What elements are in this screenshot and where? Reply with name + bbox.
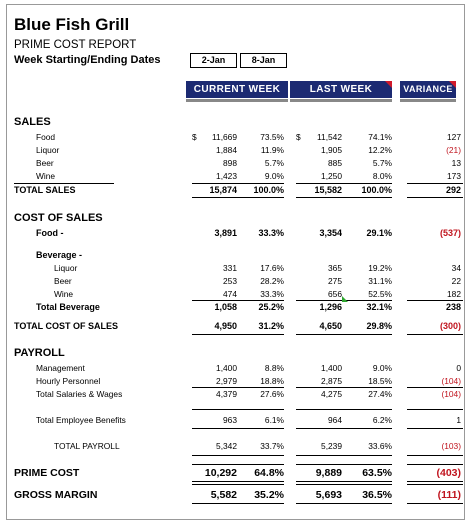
current-week-percent-cell[interactable]: 5.7% xyxy=(264,158,284,168)
variance-cell[interactable]: (300) xyxy=(439,321,461,331)
last-week-percent-cell[interactable]: 100.0% xyxy=(361,185,392,195)
current-week-amount-cell[interactable]: 1,884 xyxy=(216,145,237,155)
cell-border xyxy=(407,464,463,465)
last-week-amount-cell[interactable]: 1,400 xyxy=(321,363,342,373)
current-week-amount-cell[interactable]: 474 xyxy=(223,289,237,299)
current-week-amount-cell[interactable]: 5,582 xyxy=(210,489,237,501)
variance-cell[interactable]: (403) xyxy=(436,467,461,479)
variance-header xyxy=(400,81,456,98)
current-week-percent-cell[interactable]: 9.0% xyxy=(264,171,284,181)
last-week-amount-cell[interactable]: 275 xyxy=(328,276,342,286)
current-week-amount-cell[interactable]: 253 xyxy=(223,276,237,286)
comment-flag-icon[interactable] xyxy=(449,81,456,88)
cell-border xyxy=(407,197,463,198)
row-label: Food xyxy=(36,132,56,142)
current-week-percent-cell[interactable]: 35.2% xyxy=(254,489,284,501)
current-week-amount-cell[interactable]: 963 xyxy=(223,415,237,425)
variance-cell[interactable]: 1 xyxy=(456,415,461,425)
row-label: COST OF SALES xyxy=(14,212,103,224)
current-week-amount-cell[interactable]: 3,891 xyxy=(214,228,237,238)
table-row xyxy=(7,489,464,502)
current-week-percent-cell[interactable]: 33.3% xyxy=(258,228,284,238)
table-row xyxy=(7,275,464,288)
table-row xyxy=(7,320,464,333)
table-row xyxy=(7,144,464,157)
comment-flag-icon[interactable] xyxy=(385,81,392,88)
cell-border xyxy=(407,455,463,456)
current-week-amount-cell[interactable]: 10,292 xyxy=(204,467,237,479)
row-label: TOTAL PAYROLL xyxy=(54,441,120,451)
row-label: Wine xyxy=(36,171,56,181)
last-week-percent-cell[interactable]: 6.2% xyxy=(372,415,392,425)
current-week-percent-cell[interactable]: 25.2% xyxy=(258,302,284,312)
current-week-amount-cell[interactable]: 331 xyxy=(223,263,237,273)
variance-cell[interactable]: 22 xyxy=(451,276,461,286)
table-row xyxy=(7,116,464,129)
cell-border xyxy=(296,387,392,388)
row-label: TOTAL COST OF SALES xyxy=(14,321,119,331)
cell-border xyxy=(296,481,392,485)
cell-border xyxy=(192,197,284,198)
last-week-percent-cell[interactable]: 29.8% xyxy=(366,321,392,331)
table-row xyxy=(7,467,464,480)
last-week-amount-cell[interactable]: 1,250 xyxy=(321,171,342,181)
current-week-amount-cell[interactable]: 4,950 xyxy=(214,321,237,331)
current-week-amount-cell[interactable]: 11,669 xyxy=(212,132,237,142)
current-week-percent-cell[interactable]: 28.2% xyxy=(260,276,284,286)
variance-header-shadow xyxy=(400,99,456,102)
row-label: PRIME COST xyxy=(14,467,80,479)
variance-cell[interactable]: 34 xyxy=(451,263,461,273)
last-week-currency-cell[interactable]: $ xyxy=(296,132,301,142)
last-week-amount-cell[interactable]: 9,889 xyxy=(315,467,342,479)
table-row xyxy=(7,388,464,401)
cell-border xyxy=(296,503,392,504)
table-row xyxy=(7,184,464,197)
variance-cell[interactable]: 238 xyxy=(445,302,461,312)
end-date-cell[interactable]: 8-Jan xyxy=(240,53,287,68)
row-label: Beverage - xyxy=(36,250,83,260)
last-week-percent-cell[interactable]: 63.5% xyxy=(362,467,392,479)
current-week-percent-cell[interactable]: 100.0% xyxy=(253,185,284,195)
spreadsheet xyxy=(6,4,465,520)
last-week-header-shadow xyxy=(290,99,392,102)
last-week-amount-cell[interactable]: 15,582 xyxy=(314,185,342,195)
last-week-amount-cell[interactable]: 4,275 xyxy=(321,389,342,399)
row-label: Liquor xyxy=(36,145,60,155)
current-week-amount-cell[interactable]: 1,423 xyxy=(216,171,237,181)
row-label: Total Beverage xyxy=(36,302,100,312)
cell-border xyxy=(296,464,392,465)
variance-cell[interactable]: (537) xyxy=(439,228,461,238)
report-subtitle: PRIME COST REPORT xyxy=(14,39,137,51)
comment-marker-icon[interactable] xyxy=(342,296,348,302)
last-week-amount-cell[interactable]: 365 xyxy=(328,263,342,273)
current-week-percent-cell[interactable]: 17.6% xyxy=(260,263,284,273)
current-week-currency-cell[interactable]: $ xyxy=(192,132,197,142)
cell-border xyxy=(192,300,284,301)
cell-border xyxy=(296,428,392,429)
cell-border xyxy=(296,334,392,335)
row-label: Beer xyxy=(54,276,72,286)
last-week-amount-cell[interactable]: 656 xyxy=(328,289,342,299)
table-row xyxy=(7,262,464,275)
variance-cell[interactable]: 182 xyxy=(447,289,461,299)
row-label: Beer xyxy=(36,158,54,168)
last-week-percent-cell[interactable]: 32.1% xyxy=(366,302,392,312)
row-label: Wine xyxy=(54,289,74,299)
last-week-amount-cell[interactable]: 885 xyxy=(328,158,342,168)
variance-cell[interactable]: 127 xyxy=(447,132,461,142)
table-row xyxy=(7,414,464,427)
current-week-percent-cell[interactable]: 64.8% xyxy=(254,467,284,479)
current-week-amount-cell[interactable]: 15,874 xyxy=(209,185,237,195)
cell-border xyxy=(192,334,284,335)
row-label: Liquor xyxy=(54,263,78,273)
table-row xyxy=(7,212,464,225)
cell-border xyxy=(407,481,463,485)
last-week-percent-cell[interactable]: 18.5% xyxy=(368,376,392,386)
current-week-percent-cell[interactable]: 8.8% xyxy=(264,363,284,373)
cell-border xyxy=(192,503,284,504)
last-week-header-label: LAST WEEK xyxy=(309,84,373,95)
cell-border xyxy=(407,183,463,184)
current-week-header-shadow xyxy=(186,99,288,102)
cell-border xyxy=(296,183,392,184)
table-row xyxy=(7,170,464,183)
table-row xyxy=(7,157,464,170)
cell-border xyxy=(192,409,284,410)
variance-cell[interactable]: 173 xyxy=(447,171,461,181)
current-week-amount-cell[interactable]: 898 xyxy=(223,158,237,168)
last-week-amount-cell[interactable]: 2,875 xyxy=(321,376,342,386)
table-row xyxy=(7,440,464,453)
current-week-percent-cell[interactable]: 33.7% xyxy=(260,441,284,451)
current-week-amount-cell[interactable]: 5,342 xyxy=(216,441,237,451)
cell-border xyxy=(192,455,284,456)
table-row xyxy=(7,347,464,360)
last-week-amount-cell[interactable]: 1,905 xyxy=(321,145,342,155)
cell-border xyxy=(407,300,463,301)
current-week-percent-cell[interactable]: 18.8% xyxy=(260,376,284,386)
row-label: Total Employee Benefits xyxy=(36,415,126,425)
variance-cell[interactable]: (103) xyxy=(441,441,461,451)
variance-cell[interactable]: (21) xyxy=(446,145,461,155)
table-row xyxy=(7,249,464,262)
cell-border xyxy=(407,387,463,388)
cell-border xyxy=(407,409,463,410)
variance-cell[interactable]: 13 xyxy=(451,158,461,168)
current-week-header-label: CURRENT WEEK xyxy=(193,84,281,95)
row-label: Management xyxy=(36,363,85,373)
cell-border xyxy=(192,428,284,429)
row-label: PAYROLL xyxy=(14,347,65,359)
table-row xyxy=(7,301,464,314)
last-week-percent-cell[interactable]: 36.5% xyxy=(362,489,392,501)
last-week-percent-cell[interactable]: 12.2% xyxy=(368,145,392,155)
variance-cell[interactable]: (111) xyxy=(437,489,461,501)
last-week-percent-cell[interactable]: 8.0% xyxy=(372,171,392,181)
cell-border xyxy=(192,481,284,485)
last-week-amount-cell[interactable]: 5,239 xyxy=(321,441,342,451)
last-week-percent-cell[interactable]: 52.5% xyxy=(368,289,392,299)
variance-cell[interactable]: 0 xyxy=(456,363,461,373)
cell-border xyxy=(296,455,392,456)
start-date-cell[interactable]: 2-Jan xyxy=(190,53,237,68)
variance-header-label: VARIANCE xyxy=(403,84,453,94)
report-title: Blue Fish Grill xyxy=(14,15,130,34)
current-week-header xyxy=(186,81,288,98)
variance-cell[interactable]: (104) xyxy=(441,389,461,399)
cell-border xyxy=(407,334,463,335)
last-week-amount-cell[interactable]: 3,354 xyxy=(319,228,342,238)
table-row xyxy=(7,362,464,375)
cell-border xyxy=(407,503,463,504)
variance-cell[interactable]: (104) xyxy=(441,376,461,386)
table-row xyxy=(7,131,464,144)
table-row xyxy=(7,227,464,240)
cell-border xyxy=(407,428,463,429)
last-week-amount-cell[interactable]: 964 xyxy=(328,415,342,425)
last-week-percent-cell[interactable]: 33.6% xyxy=(368,441,392,451)
last-week-percent-cell[interactable]: 29.1% xyxy=(366,228,392,238)
variance-cell[interactable]: 292 xyxy=(445,185,461,195)
cell-border xyxy=(296,197,392,198)
last-week-amount-cell[interactable]: 11,542 xyxy=(317,132,342,142)
last-week-percent-cell[interactable]: 74.1% xyxy=(368,132,392,142)
cell-border xyxy=(14,183,114,184)
cell-border xyxy=(296,409,392,410)
current-week-percent-cell[interactable]: 31.2% xyxy=(258,321,284,331)
week-label: Week Starting/Ending Dates xyxy=(14,54,161,66)
row-label: SALES xyxy=(14,116,51,128)
current-week-percent-cell[interactable]: 6.1% xyxy=(264,415,284,425)
row-label: Food - xyxy=(36,228,64,238)
last-week-amount-cell[interactable]: 5,693 xyxy=(315,489,342,501)
row-label: GROSS MARGIN xyxy=(14,489,98,501)
last-week-percent-cell[interactable]: 9.0% xyxy=(372,363,392,373)
last-week-percent-cell[interactable]: 19.2% xyxy=(368,263,392,273)
row-label: Total Salaries & Wages xyxy=(36,389,123,399)
current-week-percent-cell[interactable]: 27.6% xyxy=(260,389,284,399)
current-week-amount-cell[interactable]: 1,058 xyxy=(214,302,237,312)
current-week-percent-cell[interactable]: 33.3% xyxy=(260,289,284,299)
current-week-amount-cell[interactable]: 4,379 xyxy=(216,389,237,399)
last-week-amount-cell[interactable]: 4,650 xyxy=(319,321,342,331)
current-week-percent-cell[interactable]: 11.9% xyxy=(260,145,284,155)
cell-border xyxy=(192,183,284,184)
cell-border xyxy=(192,464,284,465)
current-week-percent-cell[interactable]: 73.5% xyxy=(260,132,284,142)
last-week-header xyxy=(290,81,392,98)
cell-border xyxy=(192,387,284,388)
last-week-percent-cell[interactable]: 5.7% xyxy=(372,158,392,168)
current-week-amount-cell[interactable]: 1,400 xyxy=(216,363,237,373)
row-label: TOTAL SALES xyxy=(14,185,76,195)
last-week-amount-cell[interactable]: 1,296 xyxy=(319,302,342,312)
last-week-percent-cell[interactable]: 27.4% xyxy=(368,389,392,399)
last-week-percent-cell[interactable]: 31.1% xyxy=(368,276,392,286)
current-week-amount-cell[interactable]: 2,979 xyxy=(216,376,237,386)
row-label: Hourly Personnel xyxy=(36,376,101,386)
